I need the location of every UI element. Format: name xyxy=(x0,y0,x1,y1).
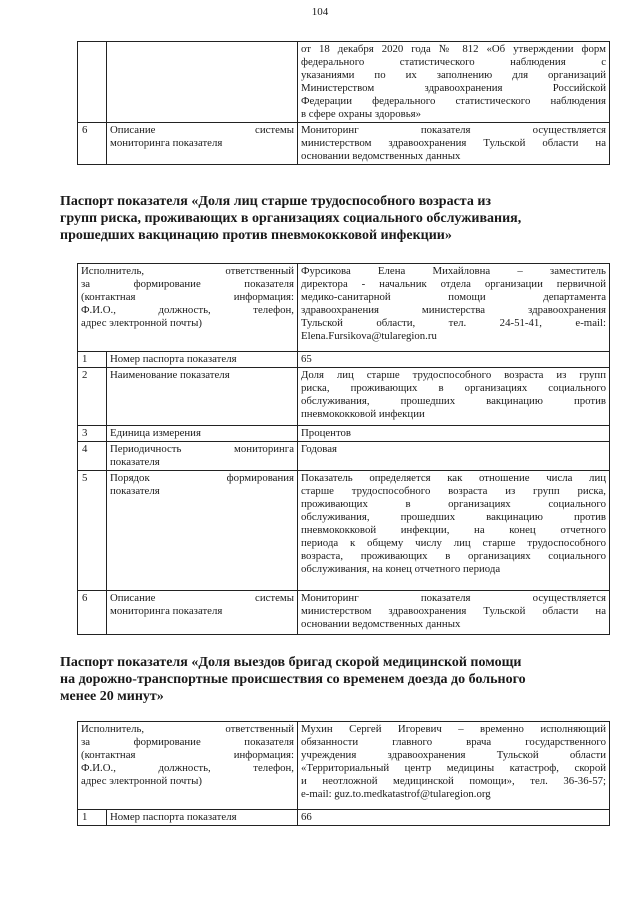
executor-label xyxy=(78,264,298,352)
table-top xyxy=(77,41,610,165)
passport-2-table xyxy=(77,721,610,826)
row-label xyxy=(107,352,298,368)
text-line: Исполнитель, ответственный xyxy=(81,723,294,735)
executor-value xyxy=(298,264,610,352)
text-line: «Территориальный центр медицины катастроф, скорой xyxy=(301,762,606,774)
row-label xyxy=(107,42,298,123)
row-label xyxy=(107,810,298,826)
text-line: за формирование показателя xyxy=(81,278,294,290)
text-line: Паспорт показателя «Доля выездов бригад скорой медицинской помощи xyxy=(60,655,522,670)
text-line: возраста, проживающих в организациях социального xyxy=(301,550,606,562)
text-line: показателя xyxy=(110,456,160,468)
row-value xyxy=(298,591,610,635)
text-line: обязанности главного врача государственного xyxy=(301,736,606,748)
executor-row xyxy=(78,722,610,810)
row-value xyxy=(298,442,610,471)
text-line: (контактная информация: xyxy=(81,749,294,761)
text-line: Показатель определяется как отношение числа лиц xyxy=(301,472,606,484)
text-line: прошедших вакцинацию против пневмококковой инфекции» xyxy=(60,228,452,243)
executor-value xyxy=(298,722,610,810)
text-line: Доля лиц старше трудоспособного возраста из групп xyxy=(301,369,606,381)
row-value xyxy=(298,123,610,165)
row-number: 3 xyxy=(78,426,107,442)
text-line: e-mail: guz.to.medkatastrof@tularegion.org xyxy=(301,788,491,800)
text-line: пневмококковой инфекции xyxy=(301,408,425,420)
text-line: директора - начальник отдела организации первичной xyxy=(301,278,606,290)
text-line: обслуживания, прошедших вакцинацию против xyxy=(301,395,606,407)
text-line: Описание системы xyxy=(110,592,294,604)
row-number: 2 xyxy=(78,368,107,426)
table-row xyxy=(78,591,610,635)
text-line: Федерации федерального статистического наблюдения xyxy=(301,95,606,107)
text-line: адрес электронной почты) xyxy=(81,317,202,329)
row-label xyxy=(107,591,298,635)
text-line: учреждения здравоохранения Тульской области xyxy=(301,749,606,761)
table-row xyxy=(78,442,610,471)
row-number: 5 xyxy=(78,471,107,591)
text-line: на дорожно-транспортные происшествия со временем доезда до больного xyxy=(60,672,526,687)
row-value xyxy=(298,426,610,442)
row-number: 4 xyxy=(78,442,107,471)
text-line: показателя xyxy=(110,485,160,497)
row-label xyxy=(107,426,298,442)
row-value xyxy=(298,810,610,826)
row-value xyxy=(298,352,610,368)
text-line: Единица измерения xyxy=(110,427,201,439)
text-line: Исполнитель, ответственный xyxy=(81,265,294,277)
row-label xyxy=(107,123,298,165)
text-line: Номер паспорта показателя xyxy=(110,353,237,365)
table-row xyxy=(78,352,610,368)
table-row xyxy=(78,426,610,442)
text-line: в сфере охраны здоровья» xyxy=(301,108,421,120)
text-line: 65 xyxy=(301,353,312,365)
text-line: от 18 декабря 2020 года № 812 «Об утверждении форм xyxy=(301,43,606,55)
text-line: обслуживания, на конец отчетного периода xyxy=(301,563,501,575)
table-row xyxy=(78,42,610,123)
text-line: основании ведомственных данных xyxy=(301,618,461,630)
text-line: Годовая xyxy=(301,443,337,455)
table-row xyxy=(78,810,610,826)
text-line: адрес электронной почты) xyxy=(81,775,202,787)
executor-label xyxy=(78,722,298,810)
text-line: за формирование показателя xyxy=(81,736,294,748)
text-line: Тульской области, тел. 24-51-41, e-mail: xyxy=(301,317,606,329)
executor-row xyxy=(78,264,610,352)
text-line: старше трудоспособного возраста из групп риска, xyxy=(301,485,606,497)
row-number xyxy=(78,42,107,123)
row-label xyxy=(107,471,298,591)
text-line: Ф.И.О., должность, телефон, xyxy=(81,762,294,774)
text-line: пневмококковой инфекции, на конец отчетного xyxy=(301,524,606,536)
passport-1-heading xyxy=(60,193,600,244)
text-line: Описание системы xyxy=(110,124,294,136)
table-row xyxy=(78,368,610,426)
text-line: министерством здравоохранения Тульской области на xyxy=(301,605,606,617)
text-line: Порядок формирования xyxy=(110,472,294,484)
text-line: (контактная информация: xyxy=(81,291,294,303)
text-line: Фурсикова Елена Михайловна – заместитель xyxy=(301,265,606,277)
text-line: указаниями по их заполнению для организаций xyxy=(301,69,606,81)
text-line: Наименование показателя xyxy=(110,369,230,381)
text-line: Министерством здравоохранения Российской xyxy=(301,82,606,94)
row-label xyxy=(107,368,298,426)
row-number: 1 xyxy=(78,352,107,368)
text-line: проживающих в организациях социального xyxy=(301,498,606,510)
text-line: министерством здравоохранения Тульской области на xyxy=(301,137,606,149)
text-line: менее 20 минут» xyxy=(60,689,164,704)
table-row xyxy=(78,471,610,591)
text-line: Мониторинг показателя осуществляется xyxy=(301,592,606,604)
passport-1-table xyxy=(77,263,610,635)
text-line: медико-санитарной помощи департамента xyxy=(301,291,606,303)
text-line: здравоохранения министерства здравоохранения xyxy=(301,304,606,316)
text-line: федерального статистического наблюдения с xyxy=(301,56,606,68)
text-line: Номер паспорта показателя xyxy=(110,811,237,823)
text-line: Elena.Fursikova@tularegion.ru xyxy=(301,330,437,342)
text-line: Процентов xyxy=(301,427,352,439)
text-line: 66 xyxy=(301,811,312,823)
passport-2-heading xyxy=(60,654,600,705)
text-line: мониторинга показателя xyxy=(110,137,223,149)
row-value xyxy=(298,42,610,123)
text-line: риска, проживающих в организациях социального xyxy=(301,382,606,394)
text-line: мониторинга показателя xyxy=(110,605,223,617)
page-number: 104 xyxy=(311,6,329,18)
text-line: периода к общему числу лиц старше трудоспособного xyxy=(301,537,606,549)
text-line: и неотложной медицинской помощи», тел. 36-36-57; xyxy=(301,775,606,787)
text-line: Ф.И.О., должность, телефон, xyxy=(81,304,294,316)
row-number: 1 xyxy=(78,810,107,826)
text-line: Паспорт показателя «Доля лиц старше трудоспособного возраста из xyxy=(60,194,492,209)
text-line: Мониторинг показателя осуществляется xyxy=(301,124,606,136)
text-line: Мухин Сергей Игоревич – временно исполняющий xyxy=(301,723,606,735)
row-value xyxy=(298,471,610,591)
row-number: 6 xyxy=(78,123,107,165)
row-label xyxy=(107,442,298,471)
row-number: 6 xyxy=(78,591,107,635)
table-row xyxy=(78,123,610,165)
text-line: основании ведомственных данных xyxy=(301,150,461,162)
text-line: Периодичность мониторинга xyxy=(110,443,294,455)
text-line: обслуживания, прошедших вакцинацию против xyxy=(301,511,606,523)
row-value xyxy=(298,368,610,426)
text-line: групп риска, проживающих в организациях социального обслуживания, xyxy=(60,211,522,226)
